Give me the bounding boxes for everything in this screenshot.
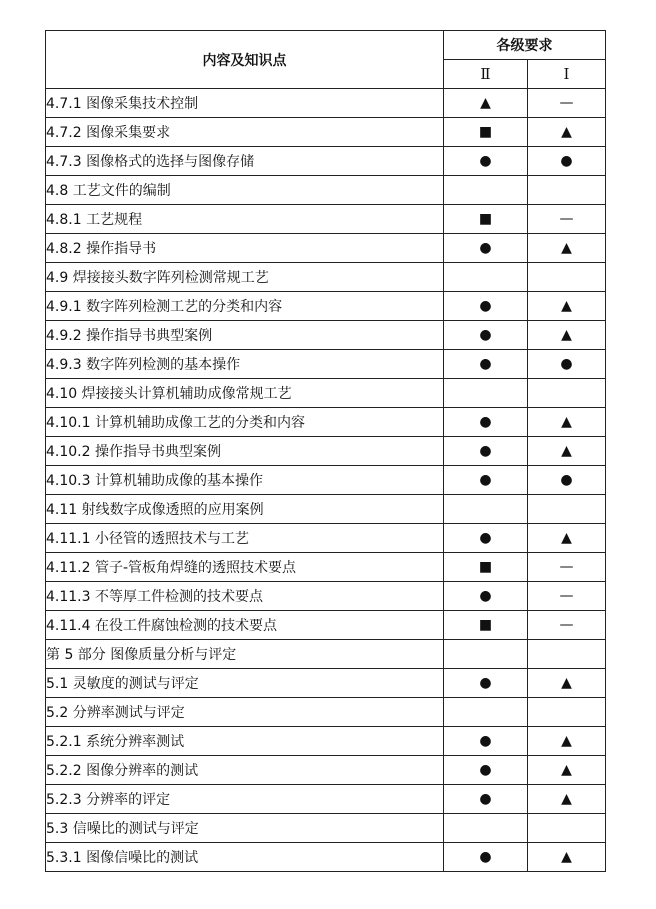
- level-2-mark: ●: [444, 350, 528, 379]
- level-1-mark: ▲: [528, 437, 606, 466]
- requirements-table: [45, 30, 606, 872]
- level-1-mark: ▲: [528, 234, 606, 263]
- level-2-mark: ●: [444, 147, 528, 176]
- table-row: [46, 321, 606, 350]
- level-2-mark: [444, 698, 528, 727]
- level-1-mark: ●: [528, 466, 606, 495]
- knowledge-point-cell: 4.11.4 在役工件腐蚀检测的技术要点: [46, 611, 444, 640]
- level-1-mark: ▲: [528, 756, 606, 785]
- level-1-mark: ●: [528, 350, 606, 379]
- table-row: [46, 495, 606, 524]
- knowledge-point-cell: 4.10 焊接接头计算机辅助成像常规工艺: [46, 379, 444, 408]
- knowledge-point-cell: 4.7.2 图像采集要求: [46, 118, 444, 147]
- knowledge-point-cell: 4.7.1 图像采集技术控制: [46, 89, 444, 118]
- level-2-mark: ●: [444, 408, 528, 437]
- level-1-mark: ▲: [528, 118, 606, 147]
- level-1-mark: —: [528, 611, 606, 640]
- level-1-mark: [528, 176, 606, 205]
- level-1-mark: ▲: [528, 524, 606, 553]
- knowledge-point-cell: 4.10.2 操作指导书典型案例: [46, 437, 444, 466]
- level-2-mark: ■: [444, 553, 528, 582]
- knowledge-point-cell: 4.11 射线数字成像透照的应用案例: [46, 495, 444, 524]
- knowledge-point-cell: 4.9 焊接接头数字阵列检测常规工艺: [46, 263, 444, 292]
- level-2-mark: [444, 640, 528, 669]
- knowledge-point-cell: 5.2.1 系统分辨率测试: [46, 727, 444, 756]
- level-2-mark: ●: [444, 234, 528, 263]
- table-row: [46, 466, 606, 495]
- level-1-mark: ▲: [528, 669, 606, 698]
- table-row: [46, 350, 606, 379]
- table-row: [46, 669, 606, 698]
- level-1-mark: —: [528, 553, 606, 582]
- knowledge-point-cell: 4.11.3 不等厚工件检测的技术要点: [46, 582, 444, 611]
- level-2-mark: ●: [444, 727, 528, 756]
- level-1-header: Ⅰ: [528, 60, 606, 89]
- level-1-mark: [528, 263, 606, 292]
- table-row: [46, 147, 606, 176]
- level-1-mark: [528, 379, 606, 408]
- level-2-mark: ■: [444, 205, 528, 234]
- level-2-mark: ●: [444, 321, 528, 350]
- knowledge-point-cell: 4.10.3 计算机辅助成像的基本操作: [46, 466, 444, 495]
- knowledge-point-cell: 第 5 部分 图像质量分析与评定: [46, 640, 444, 669]
- level-1-mark: ●: [528, 147, 606, 176]
- level-1-mark: ▲: [528, 785, 606, 814]
- level-2-mark: ●: [444, 843, 528, 872]
- level-1-mark: [528, 814, 606, 843]
- level-2-mark: ●: [444, 292, 528, 321]
- table-body: [46, 89, 606, 872]
- level-2-mark: ●: [444, 524, 528, 553]
- level-group-header: 各级要求: [444, 31, 606, 60]
- table-row: [46, 176, 606, 205]
- level-2-mark: [444, 176, 528, 205]
- level-2-mark: [444, 495, 528, 524]
- level-2-mark: [444, 263, 528, 292]
- level-2-mark: [444, 814, 528, 843]
- table-row: [46, 408, 606, 437]
- table-row: [46, 843, 606, 872]
- table-row: [46, 89, 606, 118]
- table-row: [46, 205, 606, 234]
- table-row: [46, 698, 606, 727]
- knowledge-point-cell: 5.3.1 图像信噪比的测试: [46, 843, 444, 872]
- level-1-mark: [528, 698, 606, 727]
- level-2-mark: ●: [444, 466, 528, 495]
- table-row: [46, 292, 606, 321]
- level-1-mark: [528, 495, 606, 524]
- level-1-mark: ▲: [528, 292, 606, 321]
- level-2-mark: ●: [444, 669, 528, 698]
- table-row: [46, 524, 606, 553]
- knowledge-point-cell: 4.8.1 工艺规程: [46, 205, 444, 234]
- level-1-mark: ▲: [528, 843, 606, 872]
- table-row: [46, 553, 606, 582]
- content-column-header: 内容及知识点: [46, 31, 444, 89]
- level-1-mark: ▲: [528, 408, 606, 437]
- knowledge-point-cell: 5.3 信噪比的测试与评定: [46, 814, 444, 843]
- level-2-mark: ■: [444, 118, 528, 147]
- table-row: [46, 611, 606, 640]
- table-row: [46, 785, 606, 814]
- knowledge-point-cell: 4.9.2 操作指导书典型案例: [46, 321, 444, 350]
- knowledge-point-cell: 4.7.3 图像格式的选择与图像存储: [46, 147, 444, 176]
- knowledge-point-cell: 5.2.2 图像分辨率的测试: [46, 756, 444, 785]
- table-row: [46, 727, 606, 756]
- knowledge-point-cell: 4.9.1 数字阵列检测工艺的分类和内容: [46, 292, 444, 321]
- knowledge-point-cell: 4.8 工艺文件的编制: [46, 176, 444, 205]
- table-row: [46, 582, 606, 611]
- level-1-mark: —: [528, 205, 606, 234]
- knowledge-point-cell: 4.9.3 数字阵列检测的基本操作: [46, 350, 444, 379]
- level-1-mark: ▲: [528, 727, 606, 756]
- level-2-mark: ●: [444, 437, 528, 466]
- level-2-mark: ▲: [444, 89, 528, 118]
- table-row: [46, 118, 606, 147]
- level-1-mark: [528, 640, 606, 669]
- knowledge-point-cell: 4.8.2 操作指导书: [46, 234, 444, 263]
- level-2-mark: ●: [444, 756, 528, 785]
- level-1-mark: —: [528, 582, 606, 611]
- table-row: [46, 379, 606, 408]
- level-2-mark: [444, 379, 528, 408]
- level-2-mark: ●: [444, 582, 528, 611]
- level-1-mark: ▲: [528, 321, 606, 350]
- level-1-mark: —: [528, 89, 606, 118]
- level-2-header: Ⅱ: [444, 60, 528, 89]
- level-2-mark: ●: [444, 785, 528, 814]
- level-2-mark: ■: [444, 611, 528, 640]
- table-row: [46, 437, 606, 466]
- knowledge-point-cell: 4.11.2 管子-管板角焊缝的透照技术要点: [46, 553, 444, 582]
- table-row: [46, 756, 606, 785]
- table-row: [46, 234, 606, 263]
- knowledge-point-cell: 5.2.3 分辨率的评定: [46, 785, 444, 814]
- knowledge-point-cell: 5.1 灵敏度的测试与评定: [46, 669, 444, 698]
- knowledge-point-cell: 4.11.1 小径管的透照技术与工艺: [46, 524, 444, 553]
- table-header: [46, 31, 606, 89]
- table-row: [46, 814, 606, 843]
- table-row: [46, 263, 606, 292]
- knowledge-point-cell: 5.2 分辨率测试与评定: [46, 698, 444, 727]
- table-row: [46, 640, 606, 669]
- knowledge-point-cell: 4.10.1 计算机辅助成像工艺的分类和内容: [46, 408, 444, 437]
